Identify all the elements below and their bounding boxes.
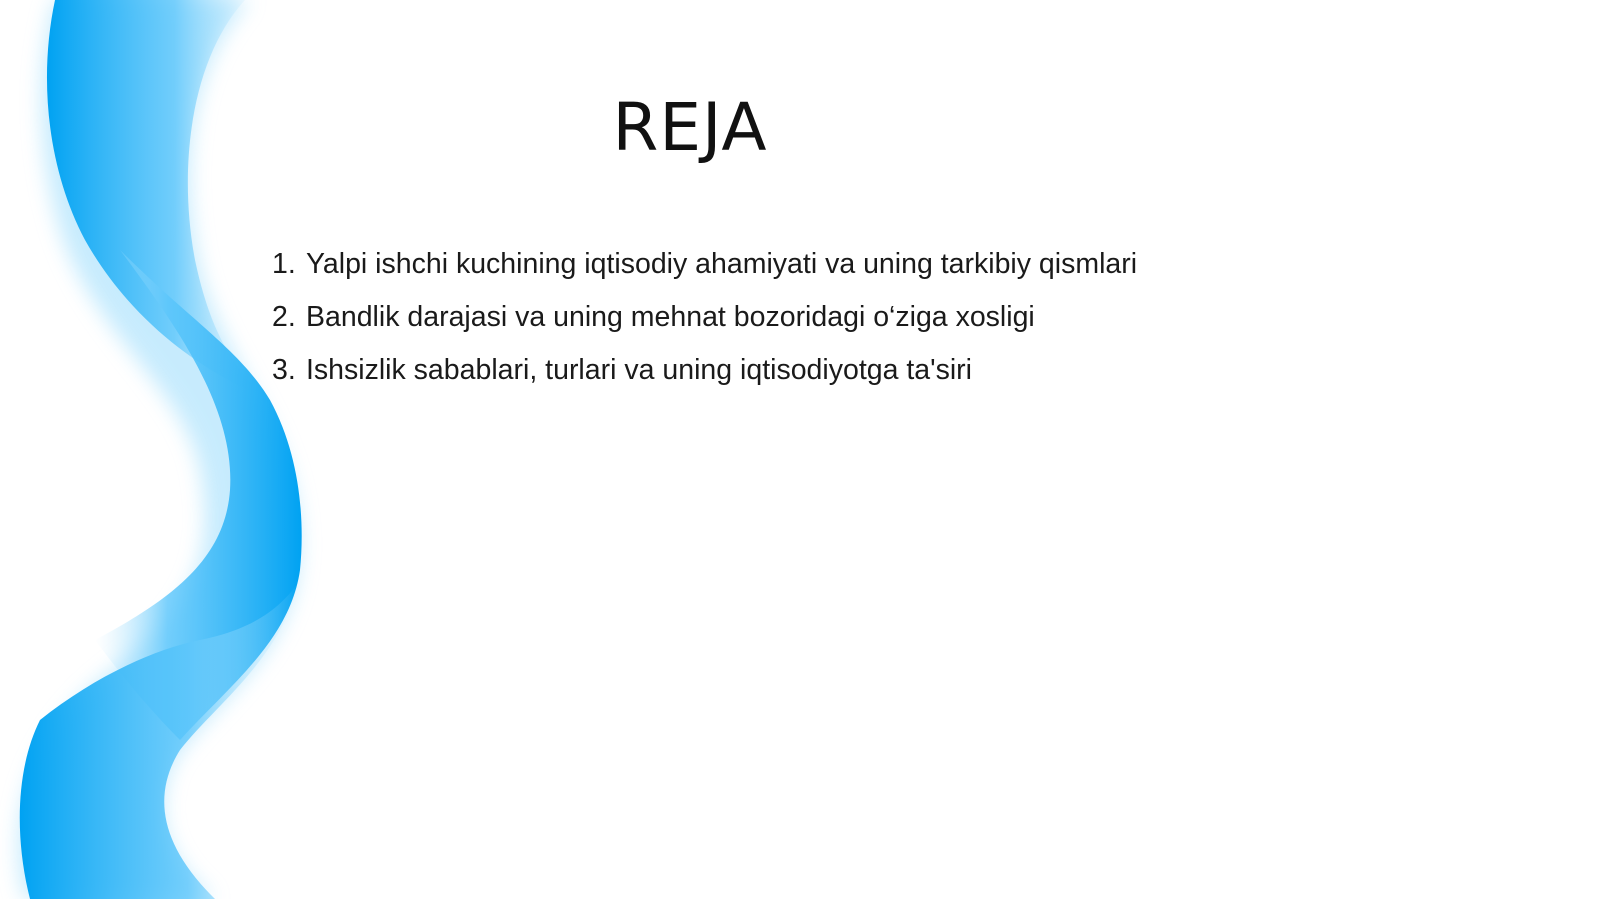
plan-item-number: 3. <box>272 354 296 386</box>
plan-item-2 <box>272 291 1137 344</box>
plan-item-1 <box>272 238 1137 291</box>
plan-item-number: 2. <box>272 301 296 333</box>
plan-item-3 <box>272 344 1137 397</box>
plan-item-text: Bandlik darajasi va uning mehnat bozoridagi o‘ziga xosligi <box>306 301 1035 333</box>
plan-item-text: Ishsizlik sabablari, turlari va uning iqtisodiyotga ta'siri <box>306 354 972 386</box>
slide-title: REJA <box>612 89 768 166</box>
plan-item-number: 1. <box>272 248 296 280</box>
plan-item-text: Yalpi ishchi kuchining iqtisodiy ahamiyati va uning tarkibiy qismlari <box>306 248 1138 280</box>
plan-list <box>272 238 1137 397</box>
